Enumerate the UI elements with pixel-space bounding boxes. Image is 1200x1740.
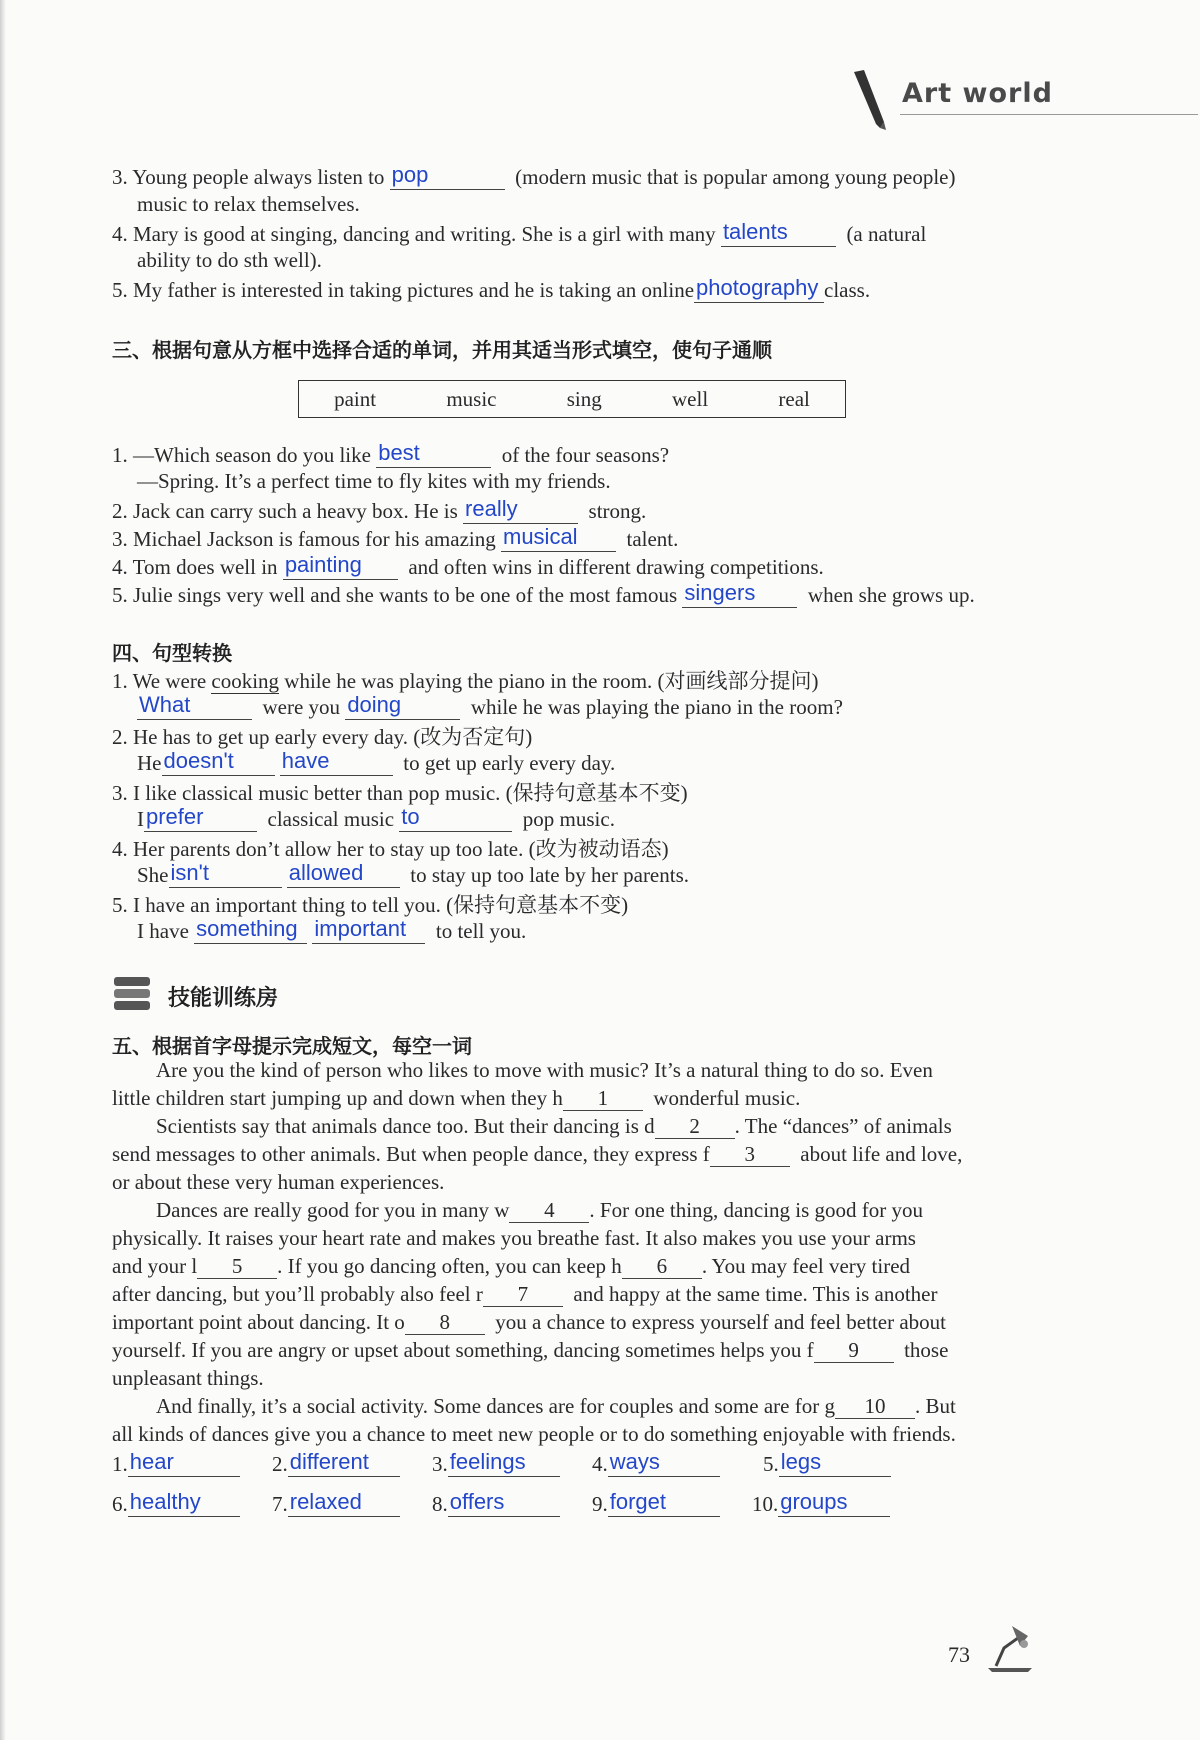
answer: ways xyxy=(609,1449,660,1474)
part3-title: 三、根据句意从方框中选择合适的单词，并用其适当形式填空，使句子通顺 xyxy=(112,338,772,362)
answer: singers xyxy=(684,580,756,605)
answer: talents xyxy=(722,219,788,244)
pen-icon xyxy=(850,70,890,130)
answer: doesn't xyxy=(163,748,234,773)
desk-lamp-icon xyxy=(982,1618,1038,1674)
answer: groups xyxy=(780,1489,848,1514)
q3-5: 5. Julie sings very well and she wants to be one of the most famous singers when she grows up. xyxy=(112,580,975,607)
page-number: 73 xyxy=(948,1642,970,1667)
q4-4: 4. Her parents don’t allow her to stay up too late. (改为被动语态) xyxy=(112,837,669,861)
answer: important xyxy=(314,916,407,941)
q3-4: 4. Tom does well in painting and often wins in different drawing competitions. xyxy=(112,552,824,579)
answer: best xyxy=(378,440,420,465)
answer: legs xyxy=(780,1449,822,1474)
answer: hear xyxy=(129,1449,174,1474)
books-icon xyxy=(112,975,152,1011)
answer: healthy xyxy=(129,1489,201,1514)
word-box-item: real xyxy=(778,386,810,411)
page-edge xyxy=(0,0,6,1740)
q3-1: 1. —Which season do you like best of the four seasons? xyxy=(112,440,670,467)
q4-3: 3. I like classical music better than pop music. (保持句意基本不变) xyxy=(112,781,688,805)
answer: painting xyxy=(284,552,362,577)
q3-3: 3. Michael Jackson is famous for his amazing musical talent. xyxy=(112,524,679,551)
answer: different xyxy=(289,1449,369,1474)
word-box xyxy=(298,380,846,418)
header-rule xyxy=(900,114,1198,115)
q4-1: 1. We were cooking while he was playing the piano in the room. (对画线部分提问) xyxy=(112,669,819,693)
answer: pop xyxy=(391,162,429,187)
answer: feelings xyxy=(449,1449,526,1474)
q3-2: 2. Jack can carry such a heavy box. He is really strong. xyxy=(112,496,647,523)
section-title: Art world xyxy=(902,78,1053,109)
answer: What xyxy=(139,692,191,717)
answer: musical xyxy=(503,524,578,549)
word-box-item: music xyxy=(446,386,497,411)
answer: forget xyxy=(609,1489,667,1514)
q4-2: 2. He has to get up early every day. (改为否定句) xyxy=(112,725,533,749)
q4-5: 5. I have an important thing to tell you. (保持句意基本不变) xyxy=(112,893,629,917)
answer: something xyxy=(196,916,298,941)
answer: relaxed xyxy=(289,1489,362,1514)
word-box-item: paint xyxy=(334,386,377,411)
part5-title: 五、根据首字母提示完成短文，每空一词 xyxy=(112,1034,472,1058)
answer: isn't xyxy=(170,860,209,885)
answer: photography xyxy=(696,275,819,300)
answer: to xyxy=(401,804,420,829)
answer: prefer xyxy=(146,804,204,829)
answer: offers xyxy=(449,1489,505,1514)
word-box-item: well xyxy=(672,386,709,411)
part4-title: 四、句型转换 xyxy=(112,641,232,665)
answer: doing xyxy=(347,692,402,717)
answer: really xyxy=(465,496,518,521)
answer: have xyxy=(281,748,330,773)
answer: allowed xyxy=(288,860,364,885)
word-box-item: sing xyxy=(566,386,602,411)
